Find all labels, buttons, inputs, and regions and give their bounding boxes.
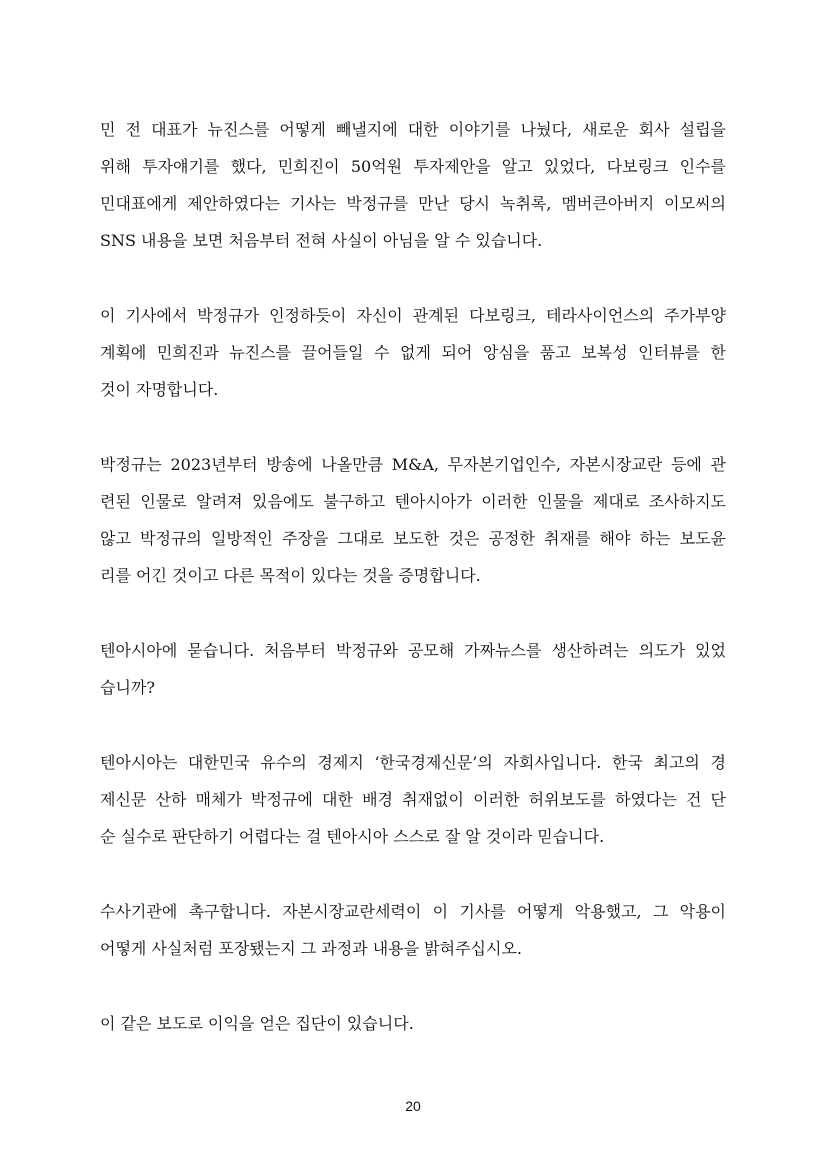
text-line: 민 전 대표가 뉴진스를 어떻게 빼낼지에 대한 이야기를 나눴다, 새로운 회사 설립을 — [100, 120, 726, 139]
page-number: 20 — [405, 1098, 421, 1114]
text-line: 박정규는 2023년부터 방송에 나올만큼 M&A, 무자본기업인수, 자본시장교란 등에 관 — [100, 455, 726, 474]
text-line: 어떻게 사실처럼 포장됐는지 그 과정과 내용을 밝혀주십시오. — [100, 939, 523, 958]
text-line: 위해 투자얘기를 했다, 민희진이 50억원 투자제안을 알고 있었다, 다보링크 인수를 — [100, 157, 726, 176]
text-line: 이 기사에서 박정규가 인정하듯이 자신이 관계된 다보링크, 테라사이언스의 주가부양 — [100, 306, 726, 325]
text-line: 련된 인물로 알려져 있음에도 불구하고 텐아시아가 이러한 인물을 제대로 조사하지도 — [100, 492, 726, 511]
text-line: 습니까? — [100, 678, 155, 697]
text-line: 계획에 민희진과 뉴진스를 끌어들일 수 없게 되어 앙심을 품고 보복성 인터뷰를 한 — [100, 343, 726, 362]
text-line: 순 실수로 판단하기 어렵다는 걸 텐아시아 스스로 잘 알 것이라 믿습니다. — [100, 827, 605, 846]
text-line: 수사기관에 촉구합니다. 자본시장교란세력이 이 기사를 어떻게 악용했고, 그 악용이 — [100, 902, 726, 921]
text-line: SNS 내용을 보면 처음부터 전혀 사실이 아님을 알 수 있습니다. — [100, 231, 543, 250]
text-line: 제신문 산하 매체가 박정규에 대한 배경 취재없이 이러한 허위보도를 하였다는 건 단 — [100, 790, 726, 809]
text-line: 텐아시아에 묻습니다. 처음부터 박정규와 공모해 가짜뉴스를 생산하려는 의도가 있었 — [100, 641, 726, 660]
text-line: 것이 자명합니다. — [100, 380, 219, 399]
text-line: 텐아시아는 대한민국 유수의 경제지 ‘한국경제신문’의 자회사입니다. 한국 최고의 경 — [100, 753, 726, 772]
text-line: 이 같은 보도로 이익을 얻은 집단이 있습니다. — [100, 1014, 414, 1033]
text-line: 않고 박정규의 일방적인 주장을 그대로 보도한 것은 공정한 취재를 해야 하는 보도윤 — [100, 529, 726, 548]
text-line: 민대표에게 제안하였다는 기사는 박정규를 만난 당시 녹취록, 멤버큰아버지 이모씨의 — [100, 194, 726, 213]
text-line: 리를 어긴 것이고 다른 목적이 있다는 것을 증명합니다. — [100, 566, 481, 585]
